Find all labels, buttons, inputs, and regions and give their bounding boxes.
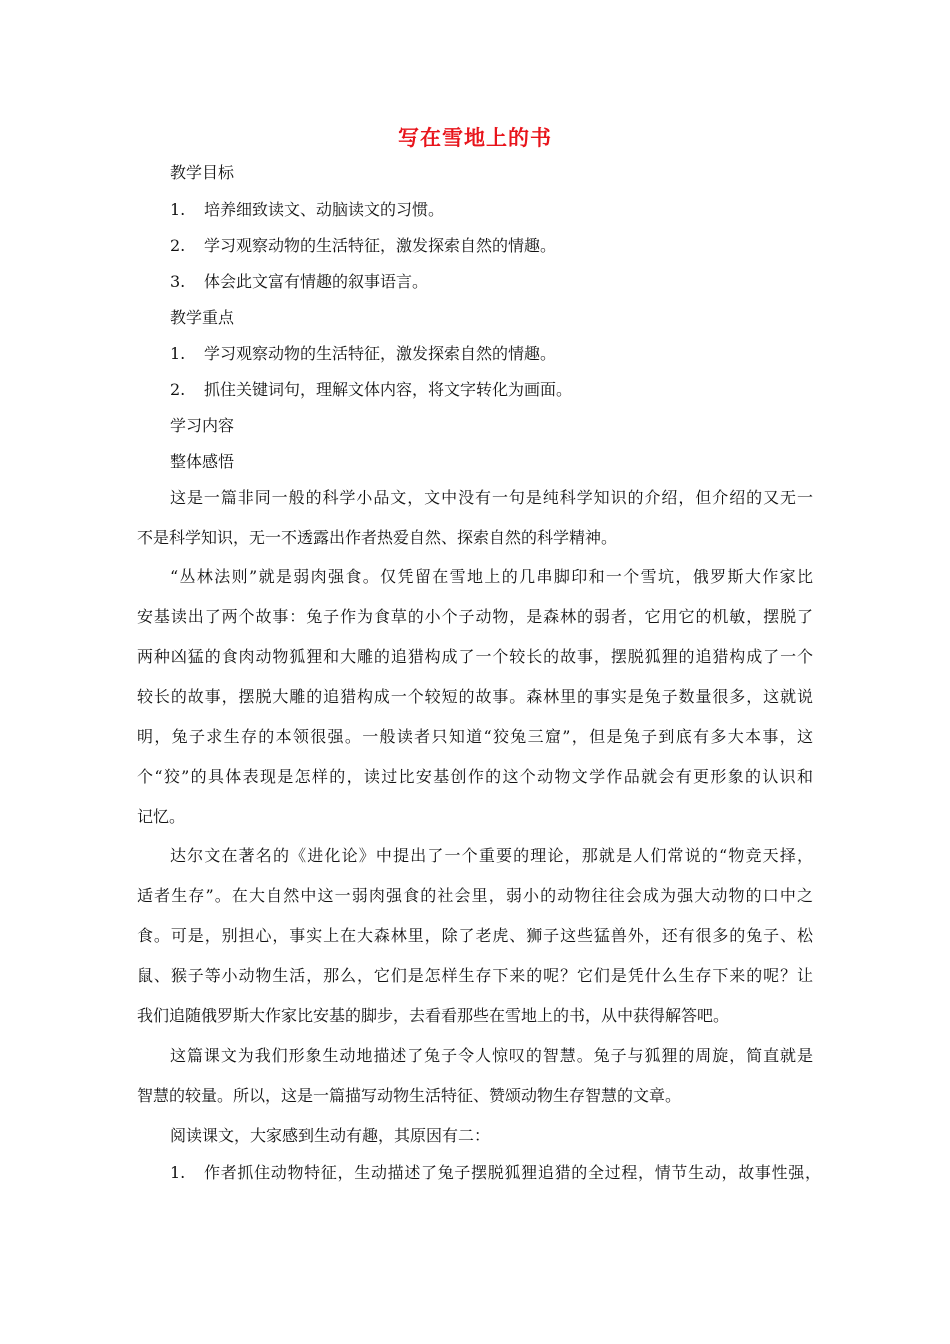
paragraph-line: 达尔文在著名的《进化论》中提出了一个重要的理论，那就是人们常说的“物竞天择， <box>170 846 813 865</box>
paragraph-line: 鼠、猴子等小动物生活，那么，它们是怎样生存下来的呢？它们是凭什么生存下来的呢？让 <box>137 966 813 985</box>
goal-text: 体会此文富有情趣的叙事语言。 <box>204 272 429 291</box>
document-title: 写在雪地上的书 <box>398 125 552 150</box>
paragraph-line: 记忆。 <box>137 807 186 826</box>
paragraph-line: 安基读出了两个故事：兔子作为食草的小个子动物，是森林的弱者，它用它的机敏，摆脱了 <box>137 607 813 626</box>
goals-heading: 教学目标 <box>170 163 235 182</box>
paragraph-line: 这是一篇非同一般的科学小品文，文中没有一句是纯科学知识的介绍，但介绍的又无一 <box>170 488 813 507</box>
paragraph-line: 不是科学知识，无一不透露出作者热爱自然、探索自然的科学精神。 <box>137 528 618 547</box>
paragraph-line: 食。可是，别担心，事实上在大森林里，除了老虎、狮子这些猛兽外，还有很多的兔子、松 <box>137 926 813 945</box>
paragraph-line: 两种凶猛的食肉动物狐狸和大雕的追猎构成了一个较长的故事，摆脱狐狸的追猎构成了一个 <box>137 647 813 666</box>
focus-number: 2. <box>170 380 186 399</box>
focus-text: 抓住关键词句，理解文体内容，将文字转化为画面。 <box>204 380 573 399</box>
paragraph-line: 明，兔子求生存的本领很强。一般读者只知道“狡兔三窟”，但是兔子到底有多大本事，这 <box>137 727 813 746</box>
paragraph-line: 适者生存”。在大自然中这一弱肉强食的社会里，弱小的动物往往会成为强大动物的口中之 <box>137 886 813 905</box>
goal-text: 培养细致读文、动脑读文的习惯。 <box>204 200 445 219</box>
overall-heading: 整体感悟 <box>170 452 235 471</box>
reason-text: 作者抓住动物特征，生动描述了兔子摆脱狐狸追猎的全过程，情节生动，故事性强， <box>204 1163 821 1182</box>
paragraph-line: 我们追随俄罗斯大作家比安基的脚步，去看看那些在雪地上的书，从中获得解答吧。 <box>137 1006 730 1025</box>
goal-number: 3. <box>170 272 186 291</box>
paragraph-line: 个“狡”的具体表现是怎样的，读过比安基创作的这个动物文学作品就会有更形象的认识和 <box>137 767 813 786</box>
paragraph-line: “丛林法则”就是弱肉强食。仅凭留在雪地上的几串脚印和一个雪坑，俄罗斯大作家比 <box>170 567 813 586</box>
focus-number: 1. <box>170 344 186 363</box>
goal-text: 学习观察动物的生活特征，激发探索自然的情趣。 <box>204 236 557 255</box>
paragraph-line: 阅读课文，大家感到生动有趣，其原因有二： <box>170 1126 491 1145</box>
reason-number: 1. <box>170 1163 186 1182</box>
focus-heading: 教学重点 <box>170 308 235 327</box>
focus-text: 学习观察动物的生活特征，激发探索自然的情趣。 <box>204 344 557 363</box>
paragraph-line: 这篇课文为我们形象生动地描述了兔子令人惊叹的智慧。兔子与狐狸的周旋，简直就是 <box>170 1046 813 1065</box>
goal-number: 2. <box>170 236 186 255</box>
paragraph-line: 较长的故事，摆脱大雕的追猎构成一个较短的故事。森林里的事实是兔子数量很多，这就说 <box>137 687 813 706</box>
content-heading: 学习内容 <box>170 416 235 435</box>
paragraph-line: 智慧的较量。所以，这是一篇描写动物生活特征、赞颂动物生存智慧的文章。 <box>137 1086 682 1105</box>
goal-number: 1. <box>170 200 186 219</box>
